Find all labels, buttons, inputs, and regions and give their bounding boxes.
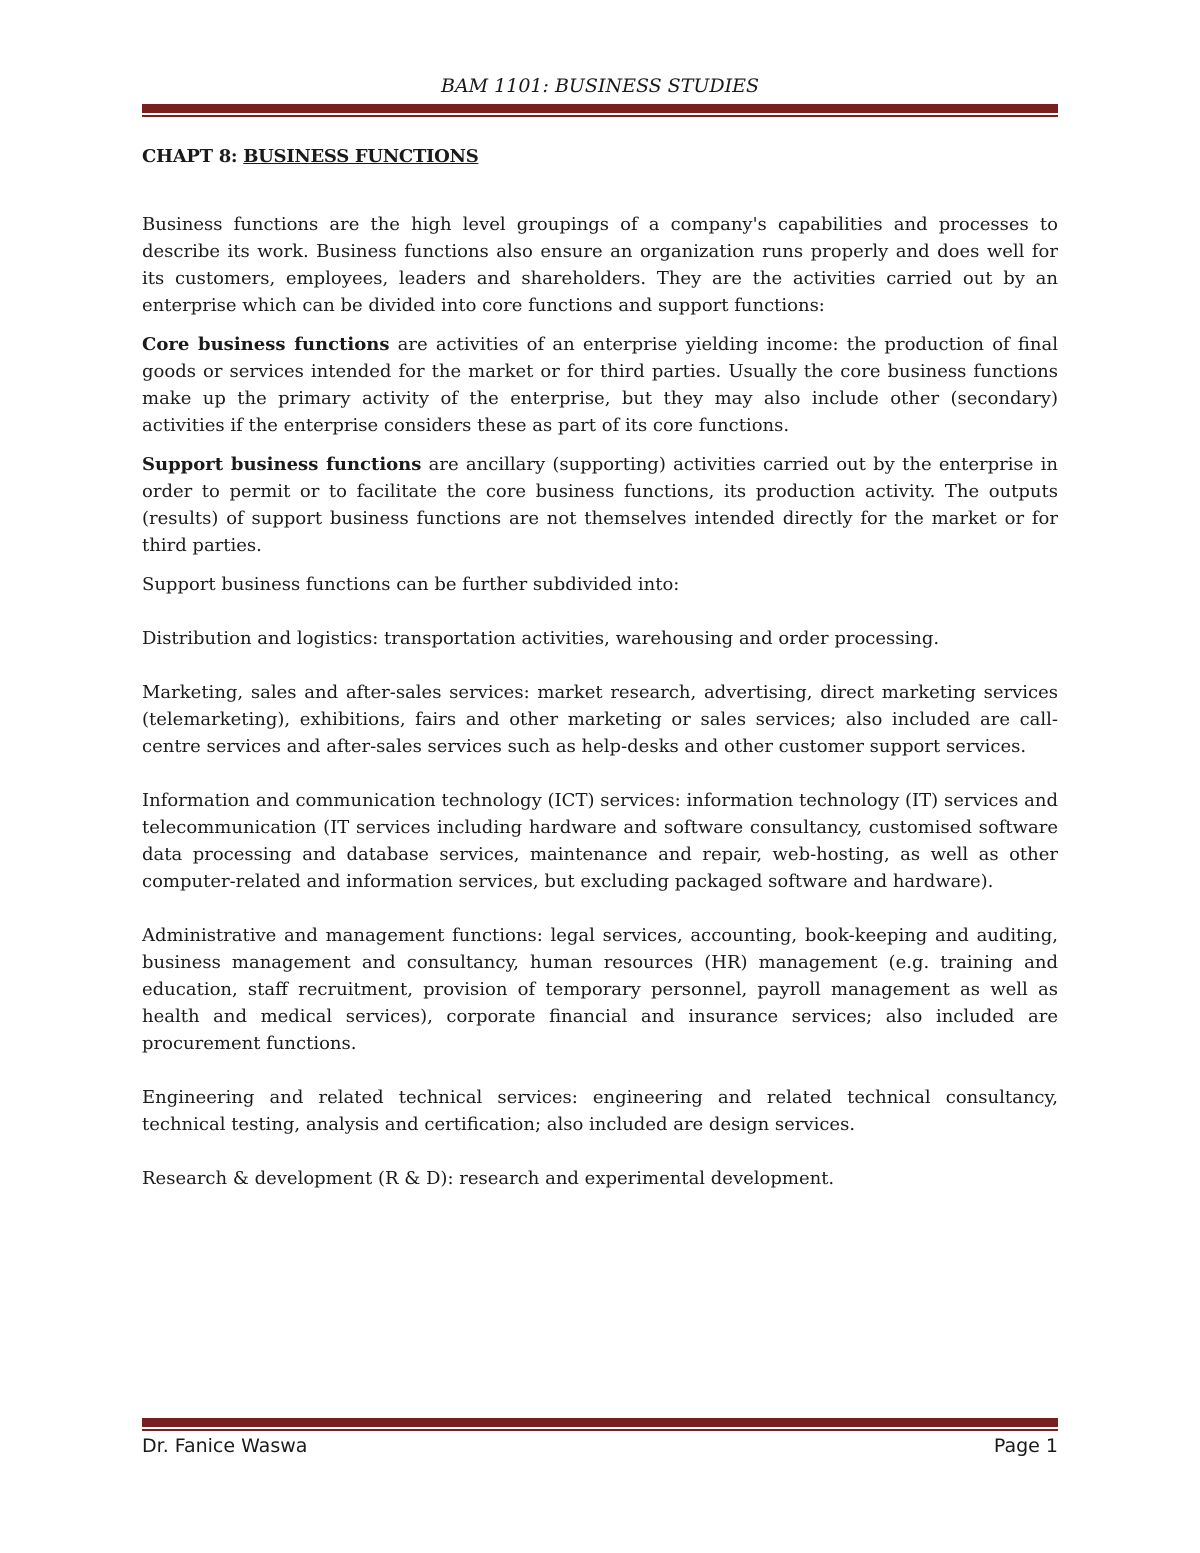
chapter-title: BUSINESS FUNCTIONS bbox=[243, 146, 479, 167]
engineering-paragraph: Engineering and related technical services: engineering and related technical consultancy, technical testing, analysis and certification; also included are design services. bbox=[142, 1087, 1058, 1135]
distribution-paragraph: Distribution and logistics: transportation activities, warehousing and order processing. bbox=[142, 628, 940, 649]
research-paragraph: Research & development (R & D): research and experimental development. bbox=[142, 1168, 835, 1189]
footer-rule bbox=[142, 1418, 1058, 1427]
footer-page-number: Page 1 bbox=[993, 1435, 1058, 1457]
support-functions-term: Support business functions bbox=[142, 454, 422, 475]
footer-author: Dr. Fanice Waswa bbox=[142, 1435, 308, 1457]
ict-paragraph: Information and communication technology (ICT) services: information technology (IT) services and telecommunication (IT services including hardware and software consultancy, customised software data processing and database services, maintenance and repair, web-hosting, as well as other computer-related and information services, but excluding packaged software and hardware). bbox=[142, 790, 1058, 892]
support-functions-paragraph bbox=[142, 451, 1058, 559]
admin-paragraph: Administrative and management functions: legal services, accounting, book-keeping and auditing, business management and consultancy, human resources (HR) management (e.g. training and education, staff recruitment, provision of temporary personnel, payroll management as well as health and medical services), corporate financial and insurance services; also included are procurement functions. bbox=[142, 925, 1058, 1054]
subdivided-paragraph: Support business functions can be further subdivided into: bbox=[142, 574, 680, 595]
header-rule bbox=[142, 104, 1058, 113]
marketing-paragraph: Marketing, sales and after-sales services: market research, advertising, direct marketing services (telemarketing), exhibitions, fairs and other marketing or sales services; also included are call-centre services and after-sales services such as help-desks and other customer support services. bbox=[142, 682, 1058, 757]
chapter-prefix: CHAPT 8: bbox=[142, 146, 244, 167]
support-functions-definition: are ancillary (supporting) activities carried out by the enterprise in order to permit or to facilitate the core business functions, its production activity. The outputs (results) of support business functions are not themselves intended directly for the market or for third parties. bbox=[142, 454, 1058, 556]
running-header: BAM 1101: BUSINESS STUDIES bbox=[440, 75, 760, 97]
page-body bbox=[142, 140, 1058, 1192]
core-functions-paragraph bbox=[142, 331, 1058, 439]
core-functions-definition: are activities of an enterprise yielding income: the production of final goods or services intended for the market or for third parties. Usually the core business functions make up the primary activity of the enterprise, but they may also include other (secondary) activities if the enterprise considers these as part of its core functions. bbox=[142, 334, 1058, 436]
page-footer bbox=[142, 1432, 1058, 1460]
intro-paragraph: Business functions are the high level groupings of a company's capabilities and processes to describe its work. Business functions also ensure an organization runs properly and does well for its customers, employees, leaders and shareholders. They are the activities carried out by an enterprise which can be divided into core functions and support functions: bbox=[142, 214, 1058, 316]
core-functions-term: Core business functions bbox=[142, 334, 390, 355]
chapter-heading bbox=[142, 140, 1058, 174]
